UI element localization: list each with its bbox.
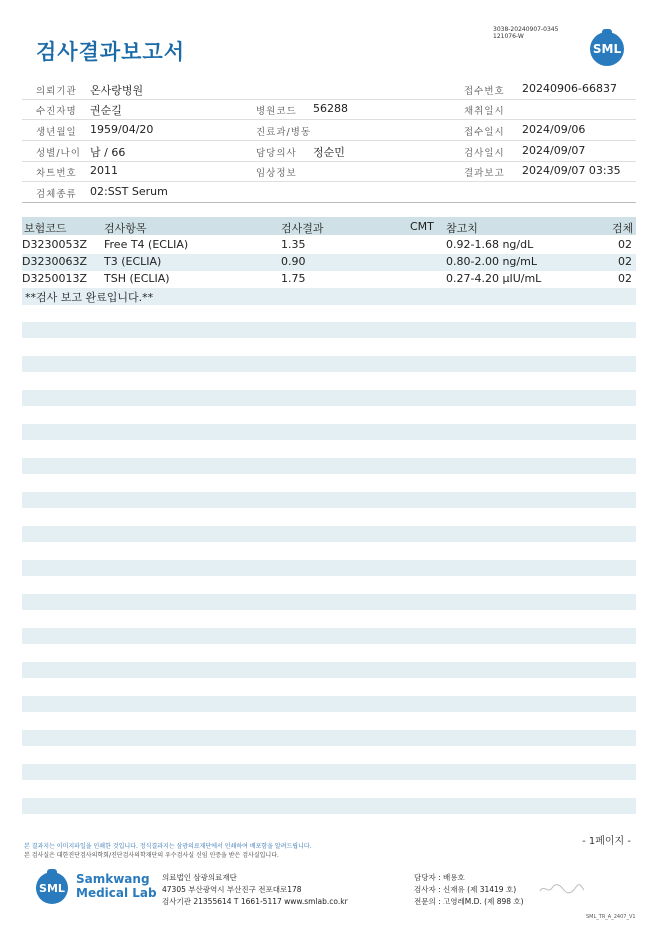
staff-info: 담당자 : 배용호 검사자 : 신재유 (제 31419 호) 전문의 : 고영레M.D. (제 898 호) [414, 873, 524, 906]
lab-address: 의료법인 삼광의료재단 47305 부산광역시 부산진구 전포대로178 검사기관 21355614 T 1661-5117 www.smlab.co.kr [162, 873, 348, 906]
info-row-birth: 생년월일 1959/04/20 진료과/병동 접수일시 2024/09/06 [22, 120, 636, 141]
empty-row-stripe [22, 662, 636, 678]
empty-row-stripe [22, 526, 636, 542]
sex-age-value: 남 / 66 [90, 146, 126, 159]
empty-row-stripe [22, 764, 636, 780]
sml-logo-icon: SML [590, 32, 624, 66]
table-row: D3230053Z Free T4 (ECLIA) 1.35 0.92-1.68 ng/dL 02 [22, 238, 632, 251]
info-row-chart: 차트번호 2011 임상정보 결과보고 2024/09/07 03:35 [22, 161, 636, 182]
document-id: 3038-20240907-0345 121076-W [493, 26, 559, 40]
footer-notice: 본 결과지는 이미지파일을 인쇄한 것입니다. 정식결과지는 삼광의료재단에서 인쇄하여 배포함을 알려드립니다. [24, 843, 312, 850]
empty-row-stripe [22, 730, 636, 746]
patient-value: 권순길 [90, 104, 122, 117]
institution-value: 온사랑병원 [90, 84, 144, 97]
table-row: D3230063Z T3 (ECLIA) 0.90 0.80-2.00 ng/mL 02 [22, 254, 636, 271]
chart-no-value: 2011 [90, 164, 118, 177]
results-table-header: 보험코드 검사항목 검사결과 CMT 참고치 검체 [22, 217, 636, 235]
empty-row-stripe [22, 628, 636, 644]
empty-row-stripe [22, 356, 636, 372]
receipt-date-value: 2024/09/06 [522, 123, 586, 136]
empty-row-stripe [22, 390, 636, 406]
empty-row-stripe [22, 322, 636, 338]
report-complete-note: **검사 보고 완료입니다.** [25, 291, 154, 304]
empty-row-stripe [22, 696, 636, 712]
info-row-institution: 의뢰기관 온사랑병원 접수번호 20240906-66837 [22, 79, 636, 100]
footer-accreditation: 본 검사실은 대한진단검사의학회/진단검사의학재단의 우수검사실 신임 인증을 받은 검사실입니다. [24, 852, 279, 859]
info-row-specimen: 검체종류 02:SST Serum [22, 182, 636, 203]
brand-name: Samkwang Medical Lab [76, 872, 157, 900]
empty-row-stripe [22, 594, 636, 610]
report-date-value: 2024/09/07 03:35 [522, 164, 621, 177]
empty-row-stripe [22, 798, 636, 814]
empty-row-stripe [22, 458, 636, 474]
specimen-value: 02:SST Serum [90, 185, 168, 198]
signature-icon [538, 882, 586, 898]
table-footer-note-row [22, 288, 636, 305]
empty-row-stripe [22, 560, 636, 576]
page-number: - 1페이지 - [582, 836, 631, 847]
birth-value: 1959/04/20 [90, 123, 154, 136]
doctor-value: 정순민 [313, 146, 345, 159]
sml-logo-icon: SML [36, 872, 68, 904]
hospital-code-value: 56288 [313, 102, 348, 115]
receipt-no-value: 20240906-66837 [522, 82, 617, 95]
form-code: SML_TR_A_2407_V1 [586, 914, 636, 920]
report-title: 검사결과보고서 [36, 40, 186, 64]
empty-row-stripe [22, 492, 636, 508]
info-row-patient: 수진자명 권순길 병원코드 56288 채취일시 [22, 99, 636, 120]
table-row: D3250013Z TSH (ECLIA) 1.75 0.27-4.20 µIU/mL 02 [22, 272, 632, 285]
info-row-sex-age: 성별/나이 남 / 66 담당의사 정순민 검사일시 2024/09/07 [22, 141, 636, 162]
empty-row-stripe [22, 424, 636, 440]
test-date-value: 2024/09/07 [522, 144, 586, 157]
